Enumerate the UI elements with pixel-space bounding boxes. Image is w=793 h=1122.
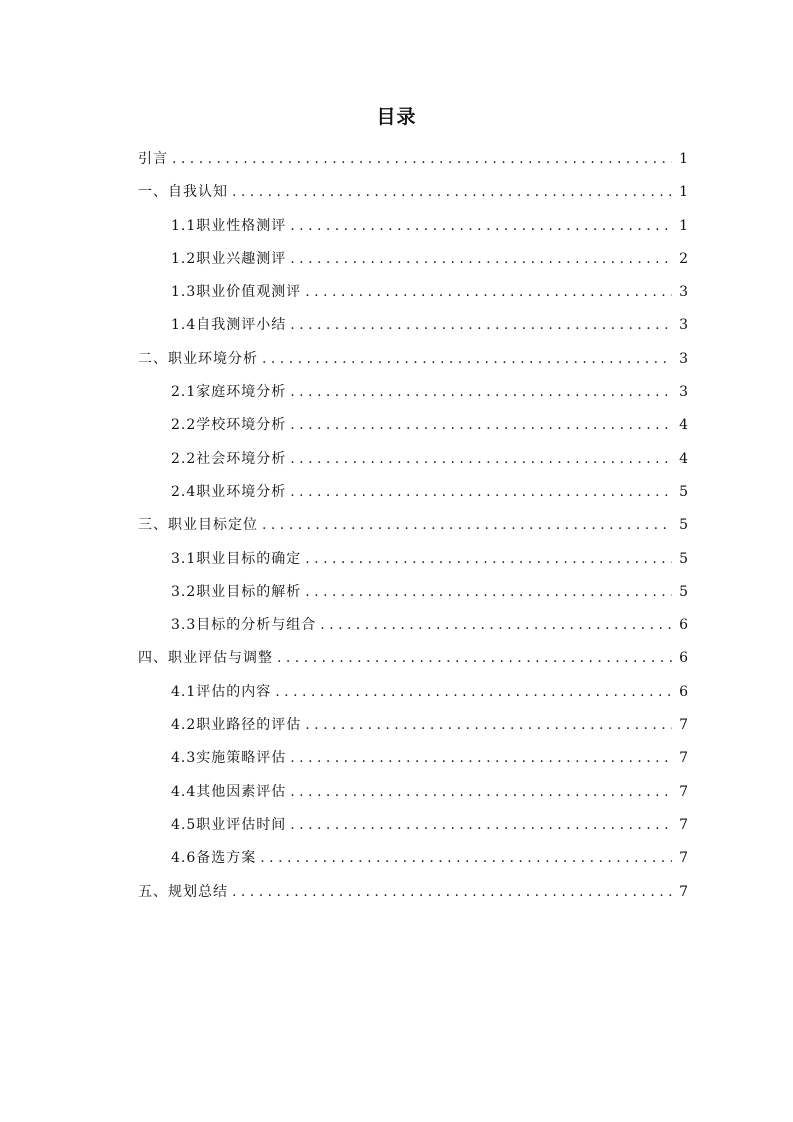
toc-entry-label: 三、职业目标定位	[138, 517, 258, 534]
toc-dot-leader	[232, 176, 672, 209]
toc-entry-label: 4.2职业路径的评估	[171, 717, 302, 734]
toc-dot-leader	[232, 876, 672, 909]
toc-dot-leader	[290, 809, 672, 842]
toc-page-number: 7	[679, 816, 688, 833]
toc-entry-label: 2.2学校环境分析	[171, 417, 287, 434]
toc-page-number: 4	[679, 417, 688, 434]
toc-entry-label: 3.2职业目标的解析	[171, 583, 302, 600]
toc-subsection-entry[interactable]	[138, 776, 688, 809]
toc-dot-leader	[290, 476, 672, 509]
toc-section-entry[interactable]	[138, 642, 688, 675]
toc-subsection-entry[interactable]	[138, 709, 688, 742]
toc-subsection-entry[interactable]	[138, 409, 688, 442]
toc-dot-leader	[305, 709, 672, 742]
toc-subsection-entry[interactable]	[138, 609, 688, 642]
toc-subsection-entry[interactable]	[138, 742, 688, 775]
toc-dot-leader	[275, 676, 672, 709]
toc-page-number: 5	[679, 483, 688, 500]
toc-dot-leader	[290, 776, 672, 809]
toc-page-number: 7	[679, 883, 688, 900]
toc-page-number: 6	[679, 617, 688, 634]
toc-dot-leader	[260, 842, 672, 875]
toc-entry-label: 4.4其他因素评估	[171, 783, 287, 800]
toc-dot-leader	[305, 543, 672, 576]
toc-entry-label: 2.2社会环境分析	[171, 450, 287, 467]
toc-entry-label: 4.1评估的内容	[171, 683, 272, 700]
toc-subsection-entry[interactable]	[138, 809, 688, 842]
toc-entry-label: 一、自我认知	[138, 184, 228, 201]
toc-dot-leader	[290, 742, 672, 775]
toc-dot-leader	[290, 443, 672, 476]
toc-subsection-entry[interactable]	[138, 243, 688, 276]
toc-subsection-entry[interactable]	[138, 842, 688, 875]
toc-entry-label: 引言	[138, 151, 168, 167]
toc-page-number: 5	[679, 517, 688, 534]
toc-page-number: 3	[679, 284, 688, 301]
toc-section-entry[interactable]	[138, 143, 688, 176]
toc-entry-label: 五、规划总结	[138, 883, 228, 900]
toc-page-number: 6	[679, 650, 688, 667]
toc-page-number: 1	[679, 151, 688, 167]
toc-entry-label: 1.2职业兴趣测评	[171, 250, 287, 267]
toc-page-number: 3	[679, 350, 688, 367]
toc-entry-label: 2.4职业环境分析	[171, 483, 287, 500]
toc-subsection-entry[interactable]	[138, 576, 688, 609]
toc-section-entry[interactable]	[138, 176, 688, 209]
toc-list	[138, 143, 688, 909]
toc-entry-label: 2.1家庭环境分析	[171, 384, 287, 401]
toc-subsection-entry[interactable]	[138, 543, 688, 576]
toc-dot-leader	[305, 276, 672, 309]
toc-page-number: 1	[679, 217, 688, 234]
toc-entry-label: 4.5职业评估时间	[171, 816, 287, 833]
toc-page-number: 3	[679, 384, 688, 401]
toc-section-entry[interactable]	[138, 343, 688, 376]
toc-dot-leader	[290, 243, 672, 276]
toc-entry-label: 1.4自我测评小结	[171, 317, 287, 334]
toc-dot-leader	[290, 210, 672, 243]
toc-dot-leader	[290, 376, 672, 409]
toc-dot-leader	[290, 409, 672, 442]
toc-entry-label: 1.1职业性格测评	[171, 217, 287, 234]
toc-section-entry[interactable]	[138, 509, 688, 542]
toc-page-number: 7	[679, 750, 688, 767]
toc-entry-label: 3.1职业目标的确定	[171, 550, 302, 567]
toc-page-number: 1	[679, 184, 688, 201]
toc-dot-leader	[290, 309, 672, 342]
toc-dot-leader	[262, 343, 672, 376]
toc-subsection-entry[interactable]	[138, 443, 688, 476]
toc-entry-label: 二、职业环境分析	[138, 350, 258, 367]
toc-entry-label: 四、职业评估与调整	[138, 650, 273, 667]
toc-page-number: 3	[679, 317, 688, 334]
toc-page-number: 6	[679, 683, 688, 700]
toc-section-entry[interactable]	[138, 876, 688, 909]
toc-entry-label: 1.3职业价值观测评	[171, 284, 302, 301]
toc-page-number: 4	[679, 450, 688, 467]
toc-subsection-entry[interactable]	[138, 676, 688, 709]
toc-dot-leader	[262, 509, 672, 542]
toc-dot-leader	[277, 642, 672, 675]
toc-title: 目录	[376, 106, 417, 128]
toc-page-number: 7	[679, 717, 688, 734]
toc-dot-leader	[172, 143, 672, 176]
toc-page-number: 7	[679, 783, 688, 800]
toc-subsection-entry[interactable]	[138, 476, 688, 509]
toc-entry-label: 4.6备选方案	[171, 850, 257, 867]
toc-subsection-entry[interactable]	[138, 376, 688, 409]
toc-page-number: 7	[679, 850, 688, 867]
toc-dot-leader	[320, 609, 672, 642]
toc-entry-label: 3.3目标的分析与组合	[171, 617, 317, 634]
toc-dot-leader	[305, 576, 672, 609]
toc-entry-label: 4.3实施策略评估	[171, 750, 287, 767]
toc-subsection-entry[interactable]	[138, 276, 688, 309]
toc-subsection-entry[interactable]	[138, 210, 688, 243]
toc-page-number: 5	[679, 550, 688, 567]
toc-page-number: 2	[679, 250, 688, 267]
toc-subsection-entry[interactable]	[138, 309, 688, 342]
toc-page-number: 5	[679, 583, 688, 600]
